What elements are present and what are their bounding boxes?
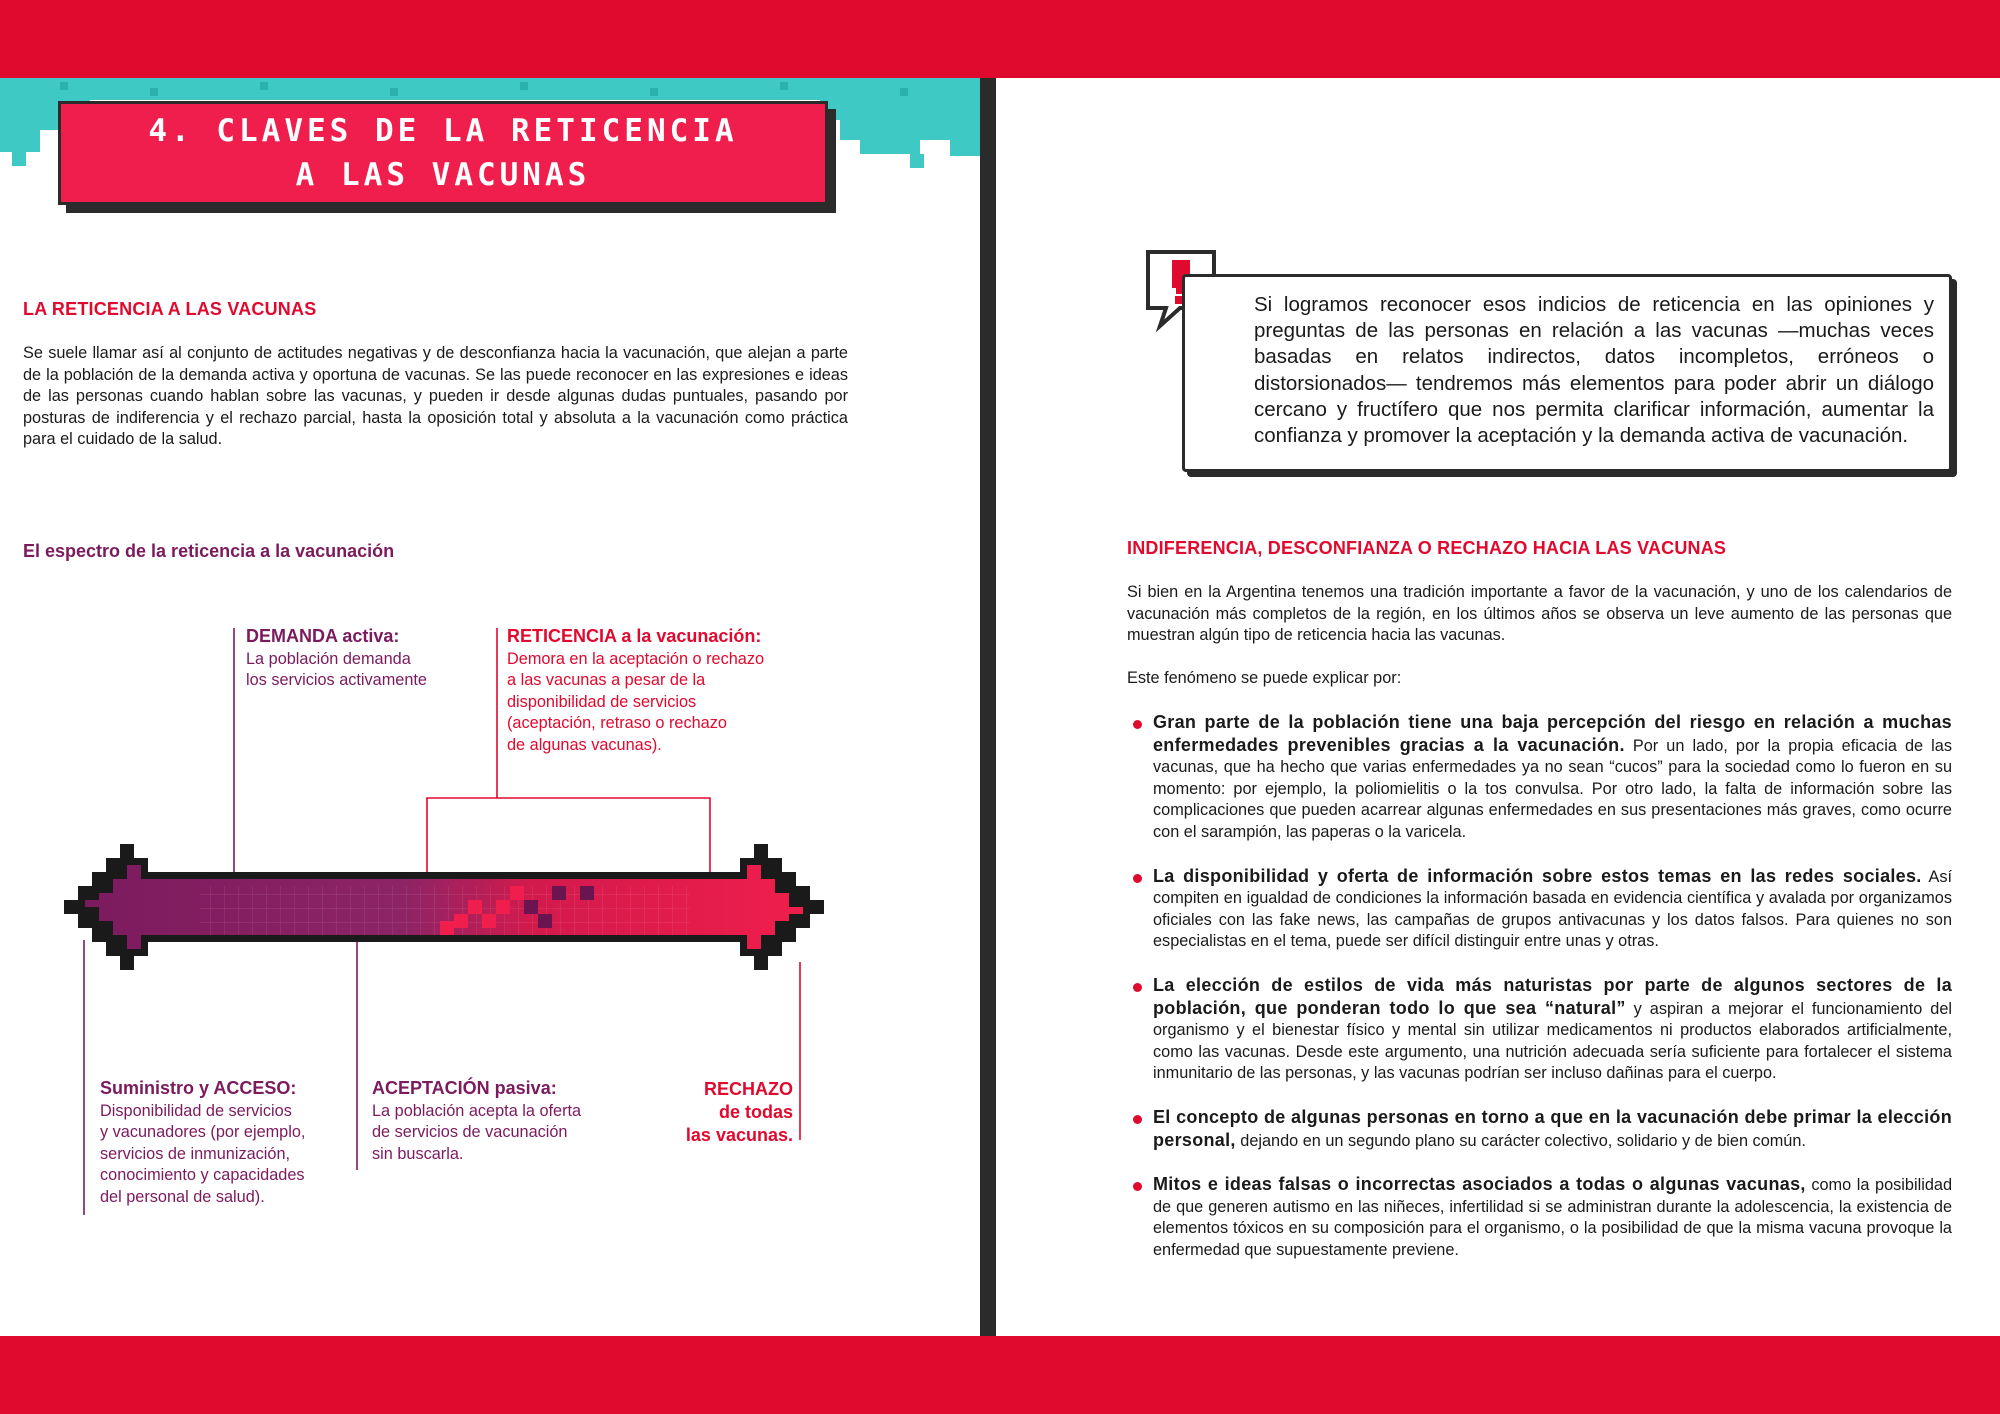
- bullet-dot-icon: [1133, 874, 1142, 883]
- rechazo-line-1: RECHAZO: [704, 1079, 793, 1099]
- list-item: [1127, 975, 1952, 1085]
- section-title-line-2: A LAS VACUNAS: [295, 157, 591, 193]
- reticencia-label: [507, 626, 764, 757]
- list-item-lead: El concepto de algunas personas en torno a que en la vacunación debe primar la elección personal,: [1153, 1106, 1952, 1150]
- bullet-dot-icon: [1133, 1115, 1142, 1124]
- reticencia-title: RETICENCIA a la vacunación:: [507, 626, 762, 646]
- bullet-dot-icon: [1133, 1182, 1142, 1191]
- top-color-band: [0, 0, 2000, 78]
- spectrum-title: El espectro de la reticencia a la vacunación: [23, 541, 395, 561]
- rechazo-label: [660, 1078, 793, 1147]
- reticencia-line-2: a las vacunas a pesar de la: [507, 671, 706, 690]
- bullet-dot-icon: [1133, 983, 1142, 992]
- section-title-box: [58, 101, 828, 205]
- aceptacion-title: ACEPTACIÓN pasiva:: [372, 1078, 557, 1098]
- list-item-body: dejando en un segundo plano su carácter colectivo, solidario y de bien común.: [1235, 1131, 1806, 1150]
- suministro-line-4: conocimiento y capacidades: [100, 1166, 305, 1185]
- list-item-lead: La disponibilidad y oferta de información sobre estos temas en las redes sociales.: [1153, 865, 1922, 886]
- list-item-lead: Mitos e ideas falsas o incorrectas asociados a todas o algunas vacunas,: [1153, 1174, 1806, 1195]
- section-title-line-1: 4. CLAVES DE LA RETICENCIA: [148, 113, 738, 149]
- demanda-line-1: La población demanda: [246, 649, 411, 668]
- aceptacion-label: [372, 1078, 581, 1165]
- reasons-list: [1127, 712, 1952, 1283]
- reticencia-line-3: disponibilidad de servicios: [507, 692, 697, 711]
- callout-text: Si logramos reconocer esos indicios de reticencia en las opiniones y preguntas de las personas en relación a las vacunas —muchas veces basadas en relatos indirectos, datos incompletos, erróneos o distorsionados— tendremos más elementos para poder abrir un diálogo cercano y fructífero que nos permita clarificar información, aumentar la confianza y promover la aceptación y la demanda activa de vacunación.: [1254, 293, 1934, 448]
- reticencia-line-5: de algunas vacunas).: [507, 735, 662, 754]
- bullet-dot-icon: [1133, 720, 1142, 729]
- suministro-line-3: servicios de inmunización,: [100, 1144, 291, 1163]
- suministro-line-1: Disponibilidad de servicios: [100, 1101, 292, 1120]
- suministro-line-5: del personal de salud).: [100, 1187, 265, 1206]
- list-item-lead: La elección de estilos de vida más naturistas por parte de algunos sectores de la población, que ponderan todo lo que sea “natural”: [1153, 974, 1952, 1018]
- explain-line: Este fenómeno se puede explicar por:: [1127, 669, 1402, 687]
- indifference-heading: INDIFERENCIA, DESCONFIANZA O RECHAZO HACIA LAS VACUNAS: [1127, 538, 1727, 558]
- reticence-spectrum-diagram: [0, 600, 980, 1240]
- reticencia-line-1: Demora en la aceptación o rechazo: [507, 649, 765, 668]
- aceptacion-line-2: de servicios de vacunación: [372, 1123, 568, 1142]
- reticencia-line-4: (aceptación, retraso o rechazo: [507, 714, 727, 733]
- list-item: [1127, 866, 1952, 953]
- suministro-title: Suministro y ACCESO:: [100, 1078, 297, 1098]
- demanda-title: DEMANDA activa:: [246, 626, 400, 646]
- aceptacion-line-3: sin buscarla.: [372, 1144, 464, 1163]
- bottom-color-band: [0, 1336, 2000, 1414]
- rechazo-line-3: las vacunas.: [685, 1125, 793, 1145]
- list-item-lead: Gran parte de la población tiene una baja percepción del riesgo en relación a muchas enfermedades prevenibles gracias a la vacunación.: [1153, 712, 1952, 755]
- reticence-intro-paragraph: Se suele llamar así al conjunto de actitudes negativas y de desconfianza hacia la vacunación, que alejan a parte de la población de la demanda activa y oportuna de vacunas. Se las puede reconocer en las expresiones e ideas de las personas cuando hablan sobre las vacunas, y pueden ir desde algunas dudas puntuales, pasando por posturas de indiferencia y el rechazo parcial, hasta la oposición total y absoluta a la vacunación como práctica para el cuidado de la salud.: [23, 344, 848, 449]
- suministro-label: [100, 1078, 305, 1209]
- list-item-body: Así compiten en igualdad de condiciones la información basada en evidencia científica y avalada por organizamos oficiales con las fake news, las campañas de grupos antivacunas y los datos falsos. Para quienes no son especialistas en el tema, puede ser difícil distinguir entre unas y otras.: [1153, 867, 1952, 951]
- suministro-line-2: y vacunadores (por ejemplo,: [100, 1123, 306, 1142]
- page-spine-divider: [980, 78, 996, 1336]
- list-item-body: y aspiran a mejorar el funcionamiento del organismo y el bienestar físico y mental sin utilizar medicamentos ni productos elaborados artificialmente, como las vacunas. Desde este argumento, una nutrición adecuada sería suficiente para fortalecer el sistema inmunitario de las personas, y las vacunas podrían ser incluso dañinas para el cuerpo.: [1153, 999, 1952, 1083]
- list-item: [1127, 712, 1952, 844]
- list-item-body: Por un lado, por la propia eficacia de las vacunas, que ha hecho que varias enfermedades ya no sean “cucos” para la sociedad como lo fueron en su momento: por ejemplo, la poliomielitis o la tos convulsa. Por otro lado, la falta de información sobre las complicaciones que pueden acarrear algunas enfermedades en sus presentaciones más graves, como ocurre con el sarampión, las paperas o la varicela.: [1153, 736, 1952, 841]
- list-item-body: como la posibilidad de que generen autismo en las niñeces, infertilidad si se administran durante la adolescencia, la existencia de elementos tóxicos en su composición para el organismo, o la posibilidad de que la misma vacuna provoque la enfermedad que supuestamente previene.: [1153, 1176, 1952, 1259]
- rechazo-line-2: de todas: [718, 1102, 793, 1122]
- reticence-heading: LA RETICENCIA A LAS VACUNAS: [23, 299, 317, 319]
- list-item: [1127, 1107, 1952, 1152]
- list-item: [1127, 1174, 1952, 1261]
- demanda-label: [246, 626, 427, 692]
- aceptacion-line-1: La población acepta la oferta: [372, 1101, 582, 1120]
- indifference-intro-paragraph: Si bien en la Argentina tenemos una tradición importante a favor de la vacunación, y uno de los calendarios de vacunación más completos de la región, en los últimos años se observa un leve aumento de las personas que muestran algún tipo de reticencia hacia las vacunas.: [1127, 583, 1952, 645]
- demanda-line-2: los servicios activamente: [246, 671, 427, 690]
